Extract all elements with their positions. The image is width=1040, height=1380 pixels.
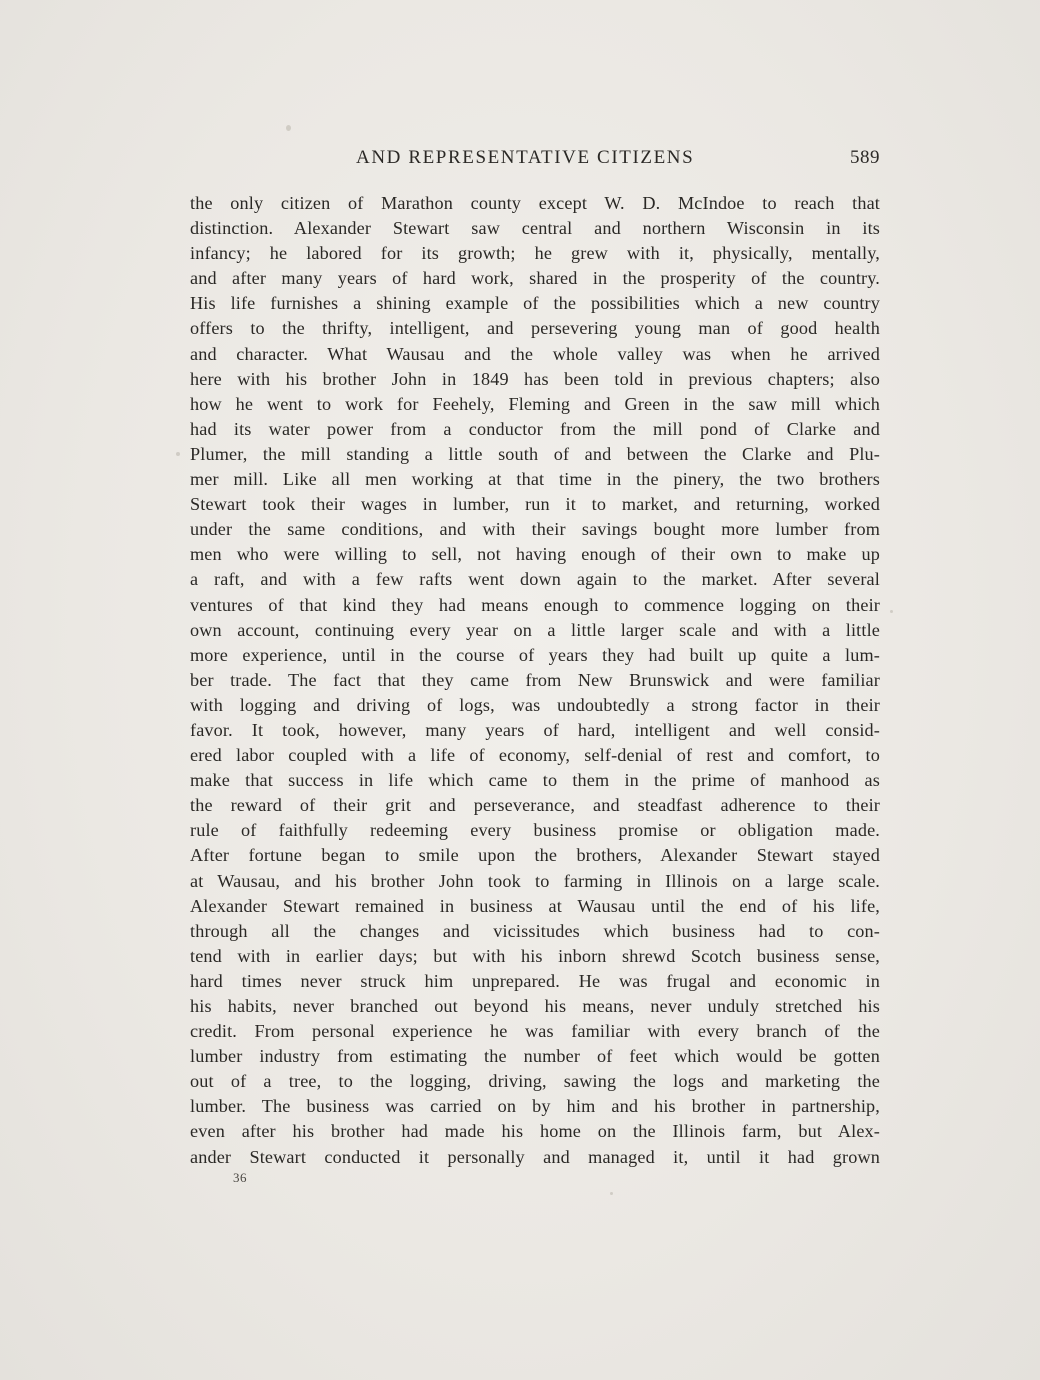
text-line: lumber. The business was carried on by him and his brother in partnership, xyxy=(190,1096,880,1117)
text-line: through all the changes and vicissitudes which business had to con- xyxy=(190,920,880,941)
text-line: offers to the thrifty, intelligent, and persevering young man of good health xyxy=(190,318,880,339)
text-line: tend with in earlier days; but with his inborn shrewd Scotch business sense, xyxy=(190,945,880,966)
text-line: credit. From personal experience he was familiar with every branch of the xyxy=(190,1021,880,1042)
page-number: 589 xyxy=(850,147,880,168)
text-line: his habits, never branched out beyond his means, never unduly stretched his xyxy=(190,996,880,1016)
text-line: distinction. Alexander Stewart saw central and northern Wisconsin in its xyxy=(190,218,880,239)
text-line: under the same conditions, and with their savings bought more lumber from xyxy=(190,519,880,540)
text-line: the only citizen of Marathon county except W. D. McIndoe to reach that xyxy=(190,193,880,213)
text-line: ander Stewart conducted it personally and managed it, until it had grown xyxy=(190,1146,880,1167)
text-line: mer mill. Like all men working at that time in the pinery, the two brothers xyxy=(190,469,880,490)
text-line: Stewart took their wages in lumber, run it to market, and returning, worked xyxy=(190,494,880,515)
signature-mark: 36 xyxy=(233,1170,247,1185)
text-line: how he went to work for Feehely, Fleming and Green in the saw mill which xyxy=(190,393,880,414)
text-line: with logging and driving of logs, was undoubtedly a strong factor in their xyxy=(190,694,880,715)
text-line: own account, continuing every year on a little larger scale and with a little xyxy=(190,619,880,640)
text-line: infancy; he labored for its growth; he grew with it, physically, mentally, xyxy=(190,243,880,264)
text-line: even after his brother had made his home on the Illinois farm, but Alex- xyxy=(190,1121,880,1142)
text-line: men who were willing to sell, not having enough of their own to make up xyxy=(190,544,880,565)
text-line: Alexander Stewart remained in business at Wausau until the end of his life, xyxy=(190,895,880,916)
text-line: ber trade. The fact that they came from New Brunswick and were familiar xyxy=(190,669,880,690)
text-line: at Wausau, and his brother John took to farming in Illinois on a large scale. xyxy=(190,870,880,891)
text-line: and after many years of hard work, shared in the prosperity of the country. xyxy=(190,268,880,289)
text-line: rule of faithfully redeeming every business promise or obligation made. xyxy=(190,820,880,841)
text-line: ventures of that kind they had means enough to commence logging on their xyxy=(190,594,880,615)
running-title: AND REPRESENTATIVE CITIZENS xyxy=(356,147,695,168)
text-line: ered labor coupled with a life of economy, self-denial of rest and comfort, to xyxy=(190,745,880,766)
text-line: a raft, and with a few rafts went down again to the market. After several xyxy=(190,569,880,590)
paper-speck xyxy=(286,125,291,131)
paper-speck xyxy=(176,452,180,456)
text-line: Plumer, the mill standing a little south of and between the Clarke and Plu- xyxy=(190,443,880,464)
text-line: favor. It took, however, many years of hard, intelligent and well consid- xyxy=(190,719,880,740)
text-line: His life furnishes a shining example of the possibilities which a new country xyxy=(190,293,880,314)
text-line: more experience, until in the course of years they had built up quite a lum- xyxy=(190,644,880,665)
body-text xyxy=(190,191,880,1170)
text-line: After fortune began to smile upon the brothers, Alexander Stewart stayed xyxy=(190,845,880,866)
text-line: had its water power from a conductor from the mill pond of Clarke and xyxy=(190,418,880,439)
text-line: out of a tree, to the logging, driving, sawing the logs and marketing the xyxy=(190,1071,880,1092)
text-line: and character. What Wausau and the whole valley was when he arrived xyxy=(190,343,880,364)
text-line: here with his brother John in 1849 has been told in previous chapters; also xyxy=(190,368,880,389)
text-line: lumber industry from estimating the number of feet which would be gotten xyxy=(190,1046,880,1067)
text-line: the reward of their grit and perseverance, and steadfast adherence to their xyxy=(190,795,880,816)
paper-speck xyxy=(890,610,893,613)
page-header xyxy=(190,147,880,175)
text-line: hard times never struck him unprepared. He was frugal and economic in xyxy=(190,970,880,991)
text-line: make that success in life which came to them in the prime of manhood as xyxy=(190,770,880,791)
paper-speck xyxy=(610,1192,613,1195)
